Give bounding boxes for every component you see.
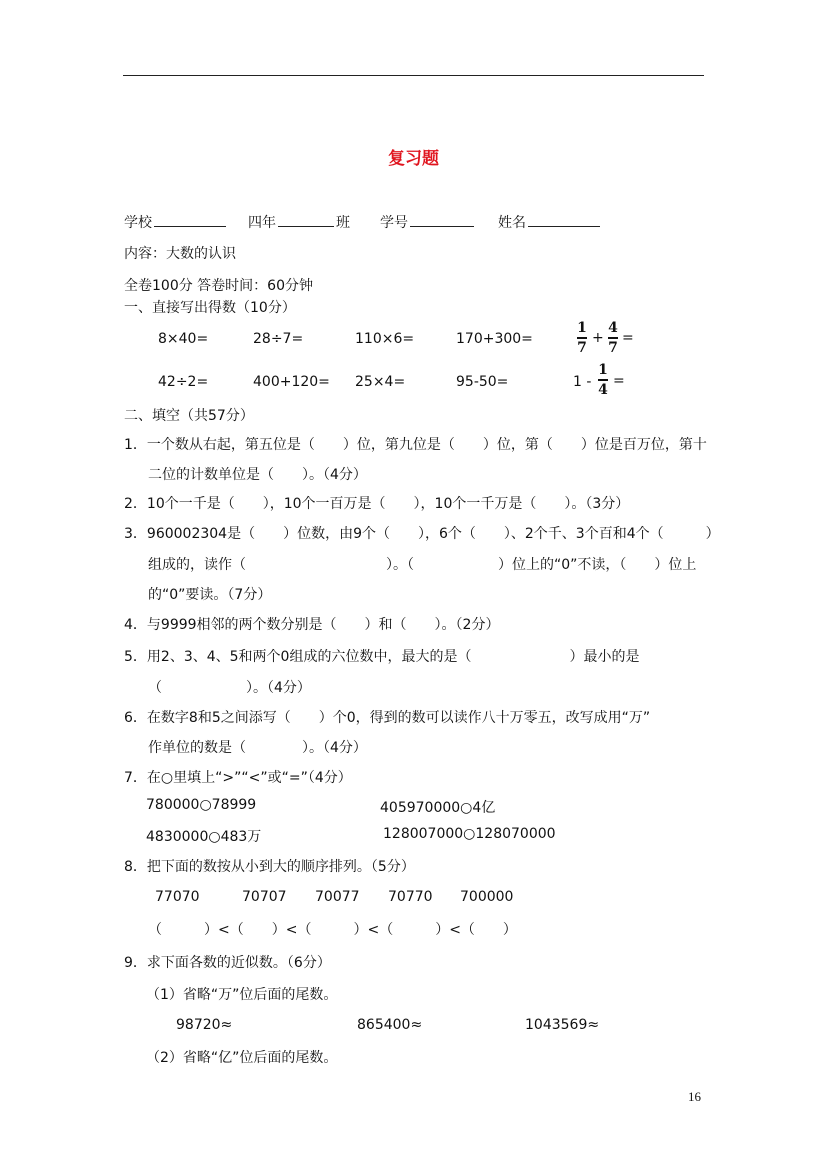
grade-label: 四年	[248, 215, 276, 231]
calc-item: 400+120=	[253, 374, 330, 390]
question-line: 作单位的数是（ ）。（4分）	[148, 740, 367, 756]
calc-item: 25×4=	[355, 374, 406, 390]
page-title: 复习题	[388, 149, 439, 169]
school-field	[124, 212, 228, 232]
calc-item: 95-50=	[456, 374, 509, 390]
question-line: 1．一个数从右起，第五位是（ ）位，第九位是（ ）位，第（ ）位是百万位，第十	[124, 437, 707, 453]
question-line: 组成的，读作（ ）。（ ）位上的“0”不读，（ ）位上	[148, 557, 697, 573]
calc-item: 42÷2=	[158, 374, 209, 390]
question-line: 7．在○里填上“>”“<”或“=”（4分）	[124, 770, 352, 786]
one-minus: 1 -	[573, 374, 592, 390]
question-line: （ ）。（4分）	[148, 680, 311, 696]
compare-item: 780000○78999	[146, 797, 257, 813]
section2-heading: 二、填空（共57分）	[124, 408, 254, 424]
question-line: 的“0”要读。（7分）	[148, 587, 272, 603]
order-number: 77070	[155, 889, 200, 905]
page-number: 16	[688, 1089, 701, 1104]
calc-item: 8×40=	[158, 331, 209, 347]
order-answer-line: （ ）<（ ）<（ ）<（ ）<（ ）	[148, 922, 517, 938]
student-no-label: 学号	[380, 215, 408, 231]
equals-sign: =	[613, 373, 625, 389]
question-line: 4．与9999相邻的两个数分别是（ ）和（ ）。（2分）	[124, 617, 500, 633]
sub-question: （1）省略“万”位后面的尾数。	[146, 987, 338, 1003]
question-line: 6．在数字8和5之间添写（ ）个0，得到的数可以读作八十万零五，改写成用“万”	[124, 710, 651, 726]
calc-item: 170+300=	[456, 331, 533, 347]
calc-item: 110×6=	[355, 331, 415, 347]
approx-item: 1043569≈	[525, 1017, 600, 1033]
section1-heading: 一、直接写出得数（10分）	[124, 300, 296, 316]
exam-info: 全卷100分 答卷时间：60分钟	[124, 278, 313, 294]
question-line: 9．求下面各数的近似数。（6分）	[124, 955, 331, 971]
student-no-blank[interactable]	[410, 212, 474, 227]
compare-item: 4830000○483万	[146, 829, 262, 845]
header-rule	[123, 75, 704, 76]
approx-item: 98720≈	[176, 1017, 233, 1033]
question-line: 5．用2、3、4、5和两个0组成的六位数中，最大的是（ ）最小的是	[124, 649, 640, 665]
question-line: 8．把下面的数按从小到大的顺序排列。（5分）	[124, 859, 415, 875]
name-field	[498, 212, 602, 232]
fraction-1-7: 1 7	[577, 320, 587, 356]
question-line: 3．960002304是（ ）位数，由9个（ ），6个（ ）、2个千、3个百和4个（ ）	[124, 526, 720, 542]
plus-sign: +	[592, 330, 604, 346]
sub-question: （2）省略“亿”位后面的尾数。	[146, 1050, 338, 1066]
compare-item: 128007000○128070000	[383, 826, 556, 842]
class-blank[interactable]	[278, 212, 334, 227]
compare-item: 405970000○4亿	[380, 800, 496, 816]
question-line: 2．10个一千是（ ），10个一百万是（ ），10个一千万是（ ）。（3分）	[124, 496, 630, 512]
order-number: 70077	[315, 889, 360, 905]
grade-field	[248, 212, 350, 232]
student-no-field	[380, 212, 476, 232]
fraction-4-7: 4 7	[608, 320, 618, 356]
school-blank[interactable]	[154, 212, 226, 227]
content-line: 内容：大数的认识	[124, 246, 236, 262]
fraction-1-4: 1 4	[598, 362, 608, 398]
name-label: 姓名	[498, 215, 526, 231]
approx-item: 865400≈	[357, 1017, 423, 1033]
equals-sign: =	[622, 330, 634, 346]
order-number: 700000	[460, 889, 514, 905]
order-number: 70707	[242, 889, 287, 905]
order-number: 70770	[388, 889, 433, 905]
calc-item: 28÷7=	[253, 331, 304, 347]
name-blank[interactable]	[528, 212, 600, 227]
question-line: 二位的计数单位是（ ）。（4分）	[148, 467, 367, 483]
school-label: 学校	[124, 215, 152, 231]
class-label: 班	[336, 215, 350, 231]
